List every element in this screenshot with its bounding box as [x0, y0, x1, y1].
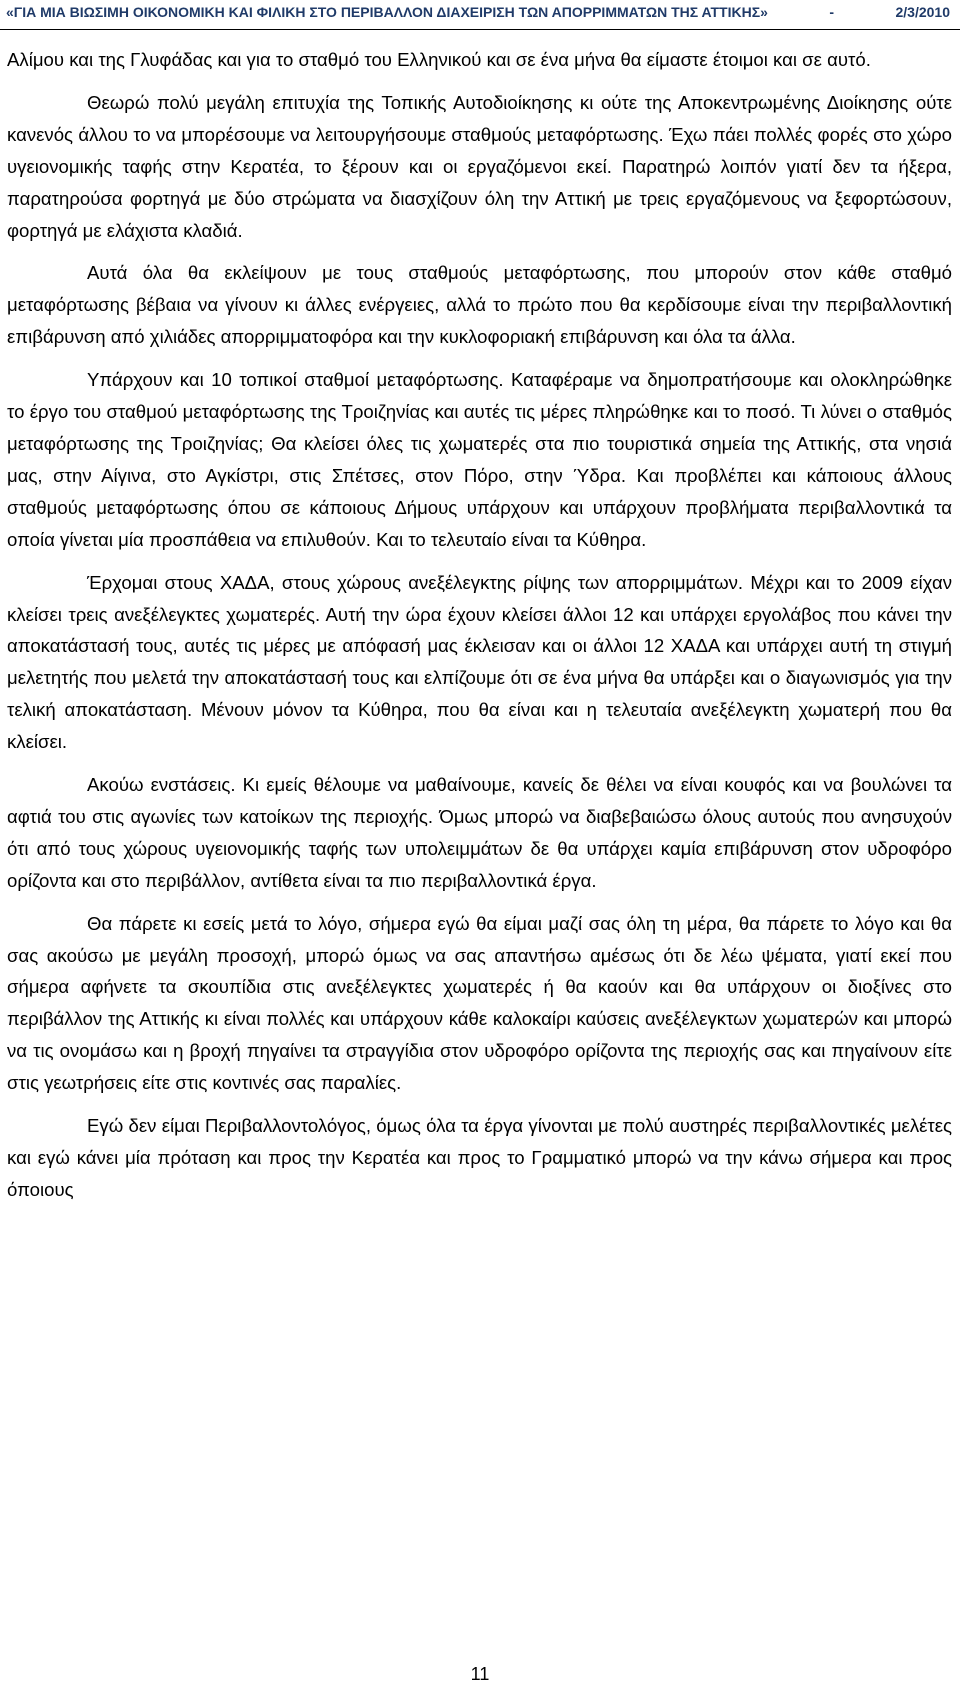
body-text [7, 44, 952, 1217]
header-title: «ΓΙΑ ΜΙΑ ΒΙΩΣΙΜΗ ΟΙΚΟΝΟΜΙΚΗ ΚΑΙ ΦΙΛΙΚΗ ΣΤΟ ΠΕΡΙΒΑΛΛΟΝ ΔΙΑΧΕΙΡΙΣΗ ΤΩΝ ΑΠΟΡΡΙΜΜΑΤΩΝ ΤΗΣ ΑΤΤΙΚΗΣ» [6, 4, 768, 20]
paragraph: Αλίμου και της Γλυφάδας και για το σταθμό του Ελληνικού και σε ένα μήνα θα είμαστε έτοιμοι και σε αυτό. [7, 49, 871, 70]
page-number: 11 [470, 1664, 490, 1684]
running-header [0, 4, 960, 30]
paragraph: Υπάρχουν και 10 τοπικοί σταθμοί μεταφόρτωσης. Καταφέραμε να δημοπρατήσουμε και ολοκληρώθηκε το έργο του σταθμού μεταφόρτωσης της Τροιζηνίας και αυτές τις μέρες πληρώθηκε και το ποσό. Τι λύνει ο σταθμός μεταφόρτωσης της Τροιζηνίας; Θα κλείσει όλες τις χωματερές στα πιο τουριστικά σημεία της Αττικής, στα νησιά μας, στην Αίγινα, στο Αγκίστρι, στις Σπέτσες, στον Πόρο, στην Ύδρα. Και προβλέπει και κάποιους άλλους σταθμούς μεταφόρτωσης όπου σε κάποιους Δήμους υπάρχουν και υπάρχουν προβλήματα περιβαλλοντικά τα οποία γίνεται μία προσπάθεια να επιλυθούν. Και το τελευταίο είναι τα Κύθηρα. [7, 369, 952, 550]
paragraph: Αυτά όλα θα εκλείψουν με τους σταθμούς μεταφόρτωσης, που μπορούν στον κάθε σταθμό μεταφόρτωσης βέβαια να γίνουν κι άλλες ενέργειες, αλλά το πρώτο που θα κερδίσουμε είναι την περιβαλλοντική επιβάρυνση από χιλιάδες απορριμματοφόρα και την κυκλοφοριακή επιβάρυνση και όλα τα άλλα. [7, 262, 952, 348]
paragraph: Ακούω ενστάσεις. Κι εμείς θέλουμε να μαθαίνουμε, κανείς δε θέλει να είναι κουφός και να βουλώνει τα αφτιά του στις αγωνίες των κατοίκων της περιοχής. Όμως μπορώ να διαβεβαιώσω όλους αυτούς που ανησυχούν ότι από τους χώρους υγειονομικής ταφής των υπολειμμάτων δε θα υπάρχει καμία επιβάρυνση στον υδροφόρο ορίζοντα και στο περιβάλλον, αντίθετα είναι τα πιο περιβαλλοντικά έργα. [7, 774, 952, 891]
paragraph: Εγώ δεν είμαι Περιβαλλοντολόγος, όμως όλα τα έργα γίνονται με πολύ αυστηρές περιβαλλοντικές μελέτες και εγώ κάνει μία πρόταση και προς την Κερατέα και προς το Γραμματικό μπορώ να την κάνω σήμερα και προς όποιους [7, 1115, 952, 1200]
header-separator: - [825, 4, 838, 20]
header-date: 2/3/2010 [895, 4, 950, 20]
paragraph: Θα πάρετε κι εσείς μετά το λόγο, σήμερα εγώ θα είμαι μαζί σας όλη τη μέρα, θα πάρετε το λόγο και θα σας ακούσω με μεγάλη προσοχή, μπορώ όμως να σας απαντήσω αμέσως ότι δε λέω ψέματα, γιατί εκεί που σήμερα αφήνετε τα σκουπίδια στις ανεξέλεγκτες χωματερές ή θα καούν και θα υπάρχουν οι διοξίνες στο περιβάλλον της Αττικής κι είναι πολλές και υπάρχουν κάθε καλοκαίρι καύσεις ανεξέλεγκτων χωματερών και μπορώ να τις ονομάσω και η βροχή πηγαίνει τα στραγγίδια στον υδροφόρο ορίζοντα της περιοχής σας και πηγαίνουν είτε στις γεωτρήσεις είτε στις κοντινές σας παραλίες. [7, 912, 952, 1094]
paragraph: Θεωρώ πολύ μεγάλη επιτυχία της Τοπικής Αυτοδιοίκησης κι ούτε της Αποκεντρωμένης Διοίκησης ούτε κανενός άλλου το να μπορέσουμε να λειτουργήσουμε σταθμούς μεταφόρτωσης. Έχω πάει πολλές φορές στο χώρο υγειονομικής ταφής στην Κερατέα, το ξέρουν και οι εργαζόμενοι εκεί. Παρατηρώ λοιπόν γιατί δεν τα ήξερα, παρατηρούσα φορτηγά με δύο στρώματα να διασχίζουν όλη την Αττική με τρεις εργαζόμενους να ξεφορτώσουν, φορτηγά με ελάχιστα κλαδιά. [7, 91, 952, 241]
paragraph: Έρχομαι στους ΧΑΔΑ, στους χώρους ανεξέλεγκτης ρίψης των απορριμμάτων. Μέχρι και το 2009 είχαν κλείσει τρεις ανεξέλεγκτες χωματερές. Αυτή την ώρα έχουν κλείσει άλλοι 12 και υπάρχει εργολάβος που κάνει την αποκατάστασή τους, αυτές τις μέρες με απόφασή μας έκλεισαν και οι άλλοι 12 ΧΑΔΑ και υπάρχει αυτή τη στιγμή μελετητής που μελετά την αποκατάστασή τους και ελπίζουμε ότι σε ένα μήνα θα υπάρξει και ο διαγωνισμός για την τελική αποκατάσταση. Μένουν μόνον τα Κύθηρα, που θα είναι και η τελευταία ανεξέλεγκτη χωματερή που θα κλείσει. [7, 571, 952, 753]
